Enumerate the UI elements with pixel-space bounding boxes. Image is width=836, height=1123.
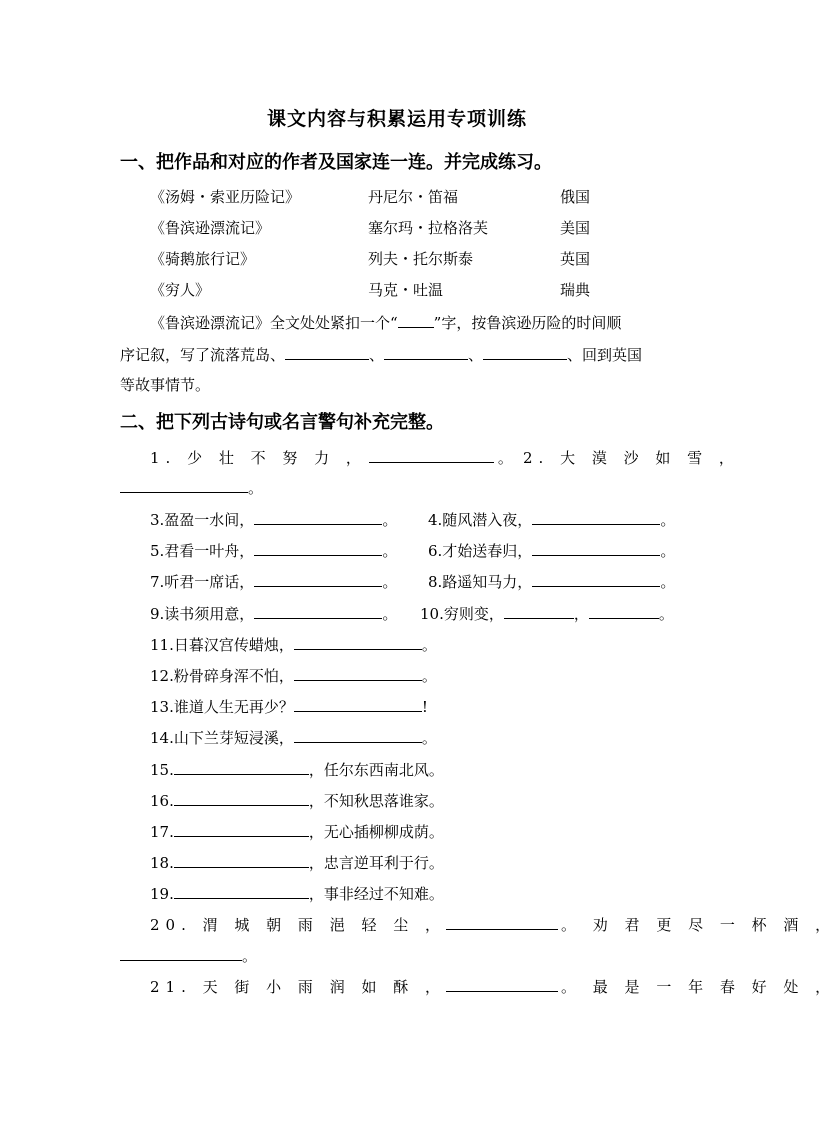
item-text: 21. 天 街 小 雨 润 如 酥 ， [150,978,447,996]
item-end: 。 [660,542,676,560]
answer-blank[interactable] [589,603,659,619]
answer-blank[interactable] [532,540,660,556]
poem-item-20-continued [120,945,257,966]
answer-blank[interactable] [294,696,422,712]
item-text: 9.读书须用意， [150,605,255,623]
poem-item-4 [428,509,675,530]
paragraph-text: 序记叙，写了流落荒岛、 [120,346,286,364]
answer-blank[interactable] [446,976,558,992]
item-end: 。 [382,511,398,529]
item-text: 18. [150,854,174,872]
work-1: 《汤姆・索亚历险记》 [150,188,301,206]
item-text: 20. 渭 城 朝 雨 浥 轻 尘 ， [150,916,447,934]
item-end: 。 [382,542,398,560]
item-end: 。 [382,605,398,623]
poem-item-8 [428,571,675,592]
item-text: 16. [150,792,174,810]
author-2: 塞尔玛・拉格洛芙 [368,219,489,237]
item-text: 19. [150,885,174,903]
poem-item-14 [150,727,437,748]
answer-blank[interactable] [532,571,660,587]
item-text: 5.君看一叶舟， [150,542,255,560]
answer-blank[interactable] [120,477,248,493]
item-end: 。 [660,573,676,591]
poem-item-3 [150,509,397,530]
answer-blank[interactable] [254,540,382,556]
item-end: 。 [421,667,437,685]
work-4: 《穷人》 [150,281,211,299]
answer-blank[interactable] [294,727,422,743]
poem-item-5 [150,540,397,561]
robinson-paragraph-line-3: 等故事情节。 [120,376,211,394]
item-text: 15. [150,761,174,779]
robinson-paragraph-line-2 [120,344,642,365]
answer-blank[interactable] [398,312,434,328]
paragraph-text: 、回到英国 [567,346,643,364]
answer-blank[interactable] [174,852,309,868]
poem-item-16 [150,790,444,811]
answer-blank[interactable] [254,603,382,619]
paragraph-text: ”字，按鲁滨逊历险的时间顺 [433,314,622,332]
page-title: 课文内容与积累运用专项训练 [266,108,527,130]
item-end: ，无心插柳柳成荫。 [308,823,444,841]
poem-item-12 [150,665,437,686]
poem-item-19 [150,883,444,904]
poem-item-2 [523,447,740,468]
answer-blank[interactable] [174,883,309,899]
answer-blank[interactable] [483,344,567,360]
answer-blank[interactable] [446,914,558,930]
answer-blank[interactable] [174,759,309,775]
item-end: ! [421,698,428,716]
item-text: 13.谁道人生无再少？ [150,698,294,716]
item-end: 。 [382,573,398,591]
poem-item-9 [150,603,397,624]
answer-blank[interactable] [504,603,574,619]
answer-blank[interactable] [369,447,494,463]
answer-blank[interactable] [254,571,382,587]
answer-blank[interactable] [294,634,422,650]
answer-blank[interactable] [174,821,309,837]
answer-blank[interactable] [120,945,242,961]
item-end: 。 [421,729,437,747]
country-4: 瑞典 [560,281,591,299]
poem-item-15 [150,759,444,780]
answer-blank[interactable] [532,509,660,525]
item-text: 。 劝 君 更 尽 一 杯 酒 ， [561,916,836,934]
item-text: 2. 大 漠 沙 如 雪 ， [523,449,740,467]
poem-item-13 [150,696,428,717]
answer-blank[interactable] [384,344,468,360]
country-1: 俄国 [560,188,591,206]
author-1: 丹尼尔・笛福 [368,188,459,206]
item-text: 4.随风潜入夜， [428,511,533,529]
country-3: 英国 [560,250,591,268]
poem-item-17 [150,821,444,842]
item-text: 6.才始送春归， [428,542,533,560]
robinson-paragraph-line-1 [150,312,621,333]
item-end: 。 [660,511,676,529]
separator: 、 [468,346,484,364]
item-end: 。 [497,449,513,467]
author-4: 马克・吐温 [368,281,444,299]
author-3: 列夫・托尔斯泰 [368,250,474,268]
separator: 、 [369,346,385,364]
answer-blank[interactable] [174,790,309,806]
item-text: 8.路遥知马力， [428,573,533,591]
poem-item-6 [428,540,675,561]
item-text: 11.日暮汉宫传蜡烛， [150,636,294,654]
item-text: 17. [150,823,174,841]
item-end: ，任尔东西南北风。 [308,761,444,779]
poem-item-1 [150,447,513,468]
paragraph-text: 《鲁滨逊漂流记》全文处处紧扣一个“ [150,314,398,332]
item-text: 12.粉骨碎身浑不怕， [150,667,294,685]
poem-item-10 [420,603,674,624]
poem-item-18 [150,852,444,873]
item-end: ，不知秋思落谁家。 [308,792,444,810]
poem-item-2-continued [120,477,263,498]
item-end: ，事非经过不知难。 [308,885,444,903]
poem-item-7 [150,571,397,592]
poem-item-20 [150,914,836,935]
section-1-heading: 一、把作品和对应的作者及国家连一连。并完成练习。 [120,152,552,173]
country-2: 美国 [560,219,591,237]
item-text: 7.听君一席话， [150,573,255,591]
item-end: 。 [248,479,264,497]
answer-blank[interactable] [294,665,422,681]
item-text: 3.盈盈一水间， [150,511,255,529]
answer-blank[interactable] [254,509,382,525]
item-end: 。 [658,605,674,623]
item-sep: ， [573,605,589,623]
item-end: 。 [242,947,258,965]
item-text: 1. 少 壮 不 努 力 ， [150,449,367,467]
poem-item-11 [150,634,437,655]
item-text: 10.穷则变， [420,605,504,623]
section-2-heading: 二、把下列古诗句或名言警句补充完整。 [120,412,444,433]
work-2: 《鲁滨逊漂流记》 [150,219,271,237]
item-end: ，忠言逆耳利于行。 [308,854,444,872]
answer-blank[interactable] [285,344,369,360]
item-text: 14.山下兰芽短浸溪， [150,729,294,747]
work-3: 《骑鹅旅行记》 [150,250,256,268]
item-text: 。 最 是 一 年 春 好 处 ， [561,978,836,996]
poem-item-21 [150,976,836,997]
item-end: 。 [421,636,437,654]
